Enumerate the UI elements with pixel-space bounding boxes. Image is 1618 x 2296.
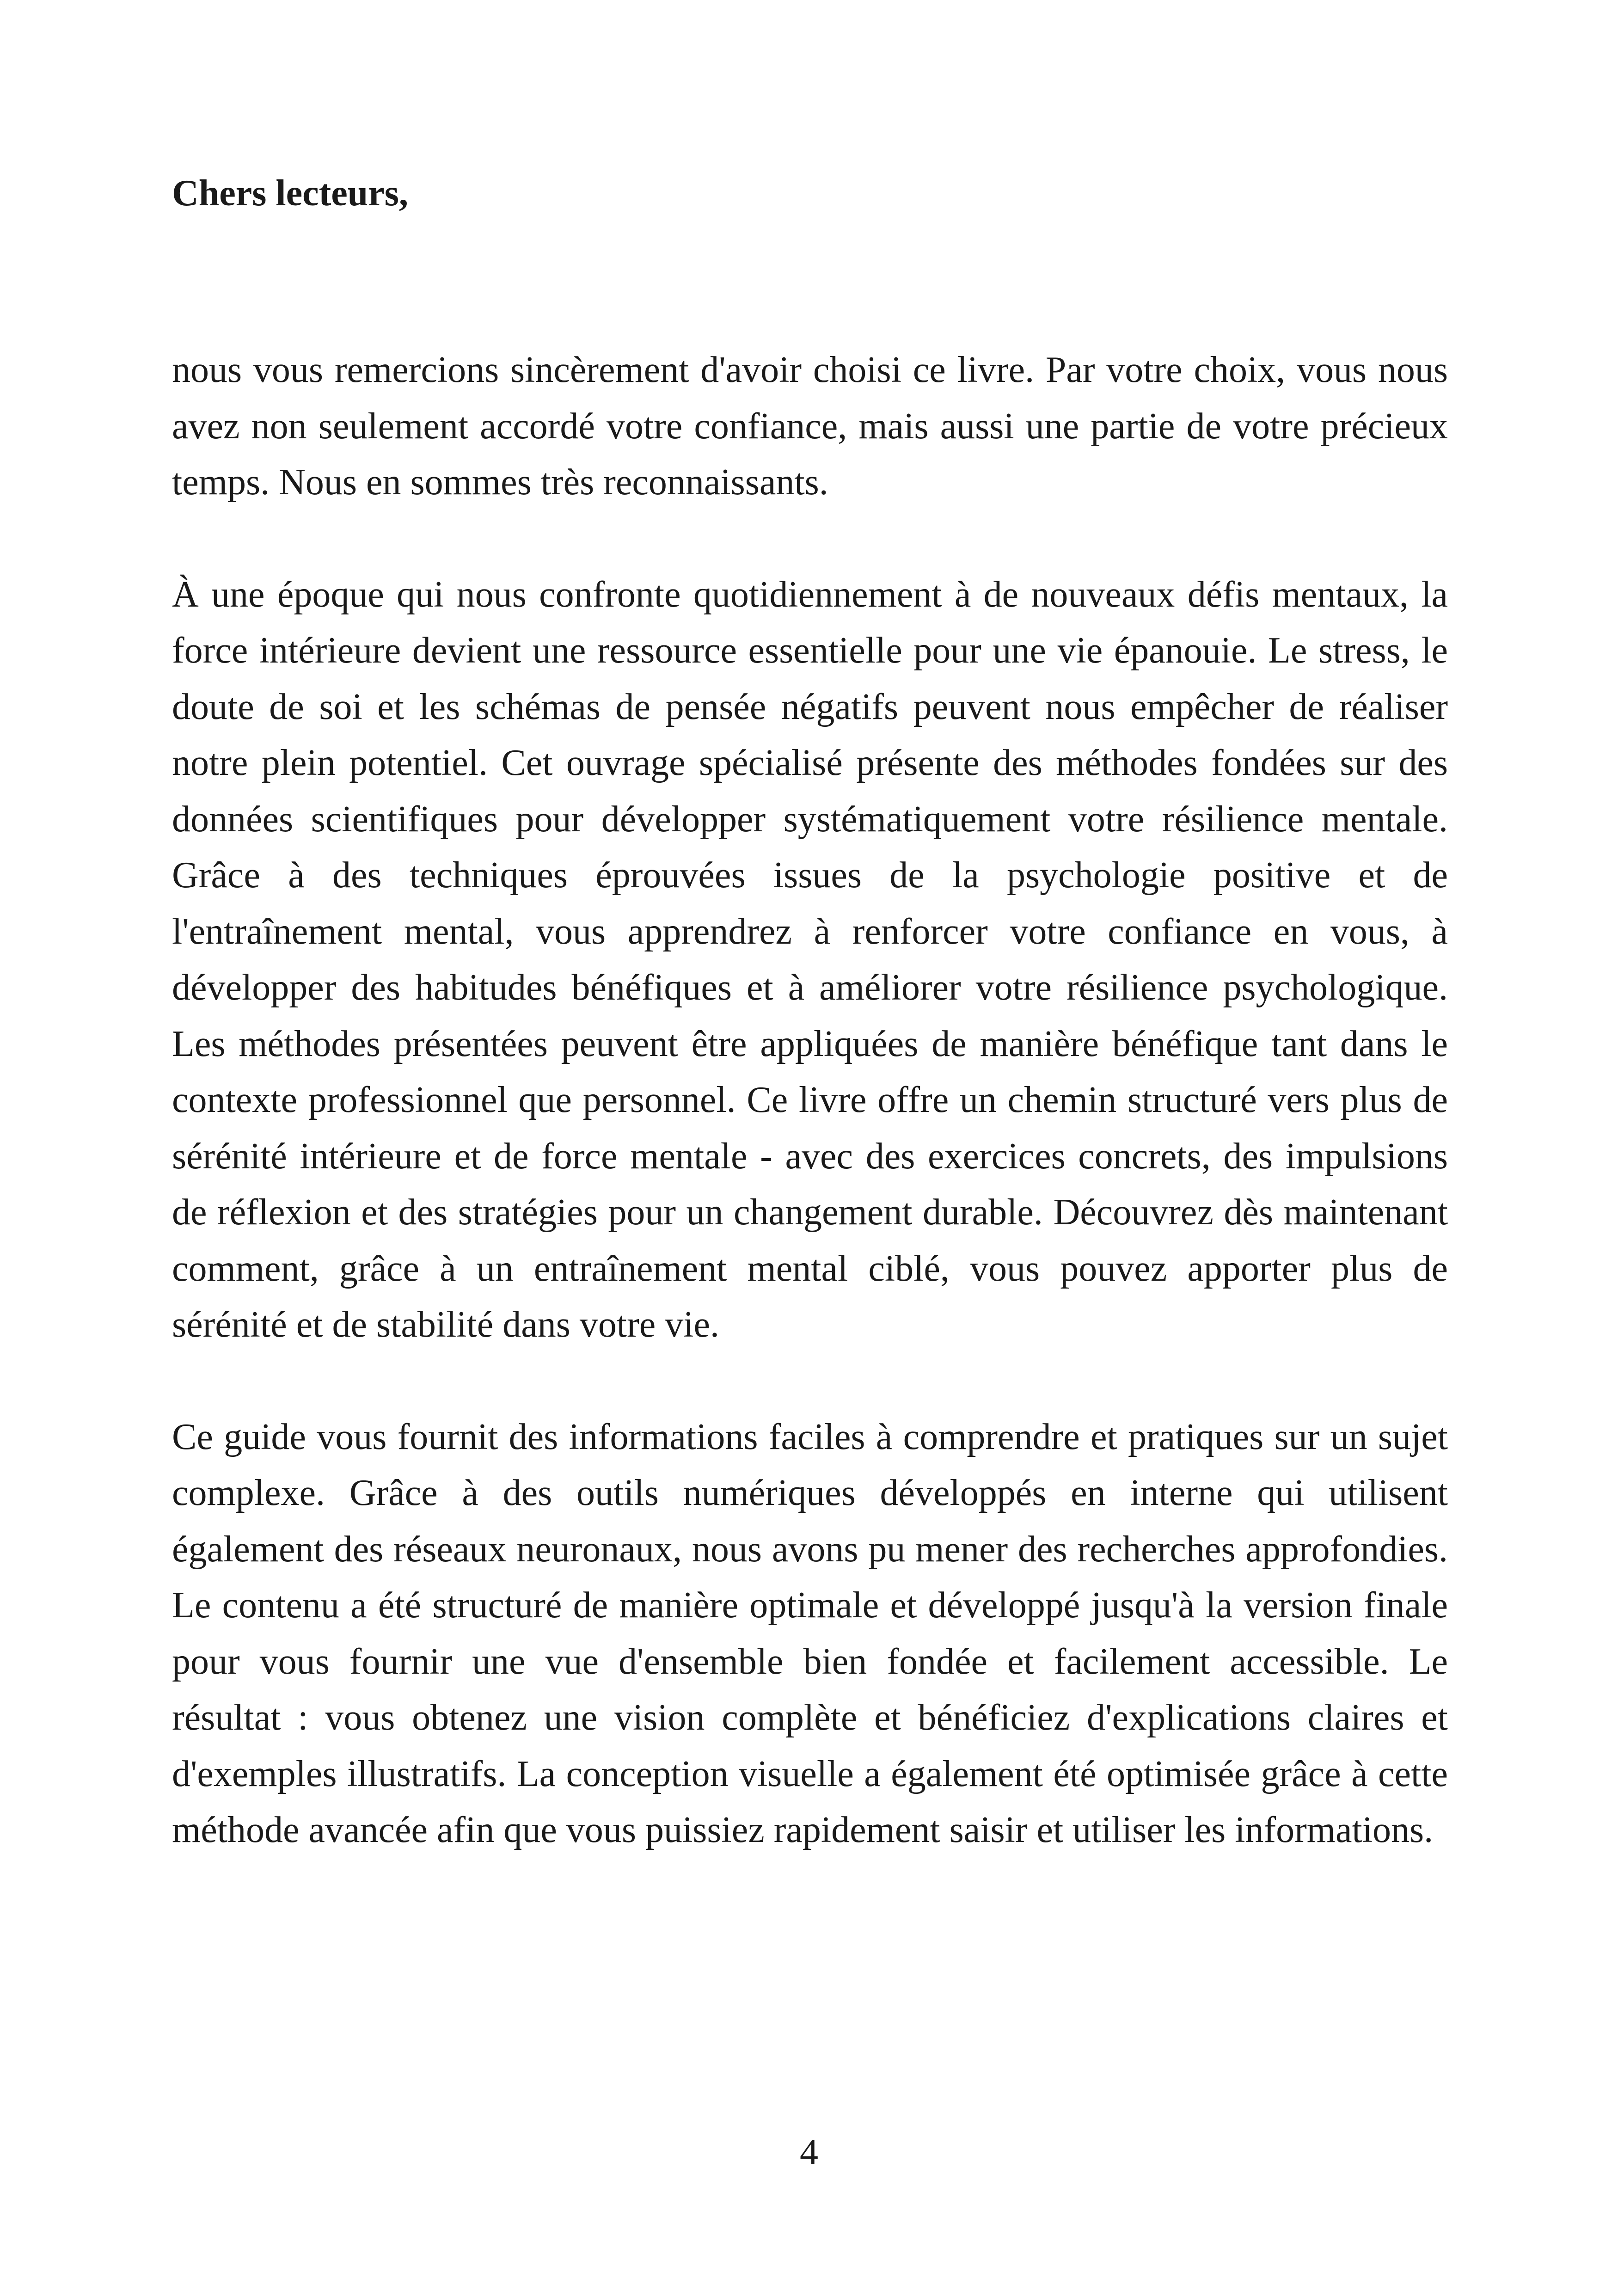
page-number: 4 xyxy=(800,2132,818,2173)
salutation-heading: Chers lecteurs, xyxy=(172,173,408,214)
paragraph-thanks: nous vous remercions sincèrement d'avoir choisi ce livre. Par votre choix, vous nous avez non seulement accordé votre confiance, mais aussi une partie de votre précieux temps. Nous en sommes très reconnaissants. xyxy=(172,350,1448,503)
paragraph-book-overview: À une époque qui nous confronte quotidiennement à de nouveaux défis mentaux, la force intérieure devient une ressource essentielle pour une vie épanouie. Le stress, le doute de soi et les schémas de pensée négatifs peuvent nous empêcher de réaliser notre plein potentiel. Cet ouvrage spécialisé présente des méthodes fondées sur des données scientifiques pour développer systématiquement votre résilience mentale. Grâce à des techniques éprouvées issues de la psychologie positive et de l'entraînement mental, vous apprendrez à renforcer votre confiance en vous, à développer des habitudes bénéfiques et à améliorer votre résilience psychologique. Les méthodes présentées peuvent être appliquées de manière bénéfique tant dans le contexte professionnel que personnel. Ce livre offre un chemin structuré vers plus de sérénité intérieure et de force mentale - avec des exercices concrets, des impulsions de réflexion et des stratégies pour un changement durable. Découvrez dès maintenant comment, grâce à un entraînement mental ciblé, vous pouvez apporter plus de sérénité et de stabilité dans votre vie. xyxy=(172,574,1448,1345)
paragraph-method: Ce guide vous fournit des informations faciles à comprendre et pratiques sur un sujet complexe. Grâce à des outils numériques développés en interne qui utilisent également des réseaux neuronaux, nous avons pu mener des recherches approfondies. Le contenu a été structuré de manière optimale et développé jusqu'à la version finale pour vous fournir une vue d'ensemble bien fondée et facilement accessible. Le résultat : vous obtenez une vision complète et bénéficiez d'explications claires et d'exemples illustratifs. La conception visuelle a également été optimisée grâce à cette méthode avancée afin que vous puissiez rapidement saisir et utiliser les informations. xyxy=(172,1416,1448,1850)
body-text xyxy=(172,342,1448,1915)
